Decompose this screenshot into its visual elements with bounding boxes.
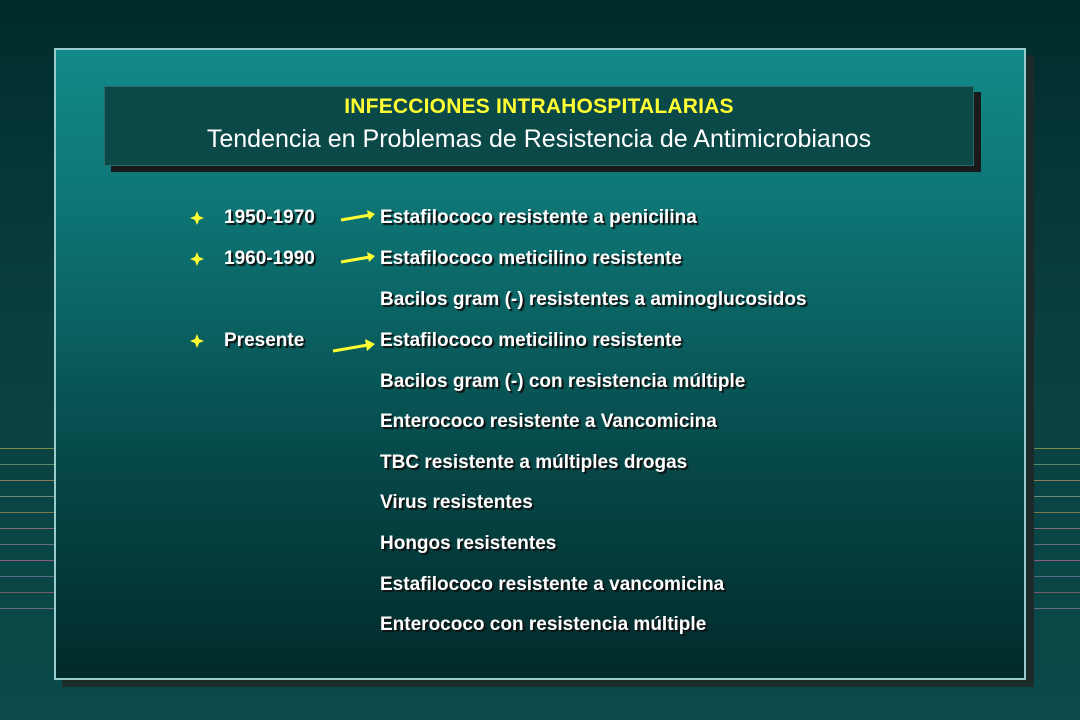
slide-title: INFECCIONES INTRAHOSPITALARIAS — [344, 95, 734, 118]
diamond-bullet-icon — [190, 252, 204, 266]
period-label: Presente — [224, 330, 305, 351]
resistance-item: Hongos resistentes — [380, 533, 557, 554]
resistance-item: Estafilococo meticilino resistente — [380, 330, 682, 351]
resistance-item: Bacilos gram (-) con resistencia múltiple — [380, 371, 746, 392]
arrow-icon — [332, 338, 376, 354]
resistance-item: Virus resistentes — [380, 492, 533, 513]
period-label: 1950-1970 — [224, 207, 315, 228]
resistance-item: Enterococo con resistencia múltiple — [380, 614, 707, 635]
arrow-icon — [340, 209, 376, 223]
diamond-bullet-icon — [190, 334, 204, 348]
resistance-item: Estafilococo resistente a vancomicina — [380, 574, 725, 595]
resistance-item: Bacilos gram (-) resistentes a aminoglucosidos — [380, 289, 807, 310]
slide-subtitle: Tendencia en Problemas de Resistencia de Antimicrobianos — [206, 125, 872, 153]
resistance-item: Estafilococo resistente a penicilina — [380, 207, 697, 228]
diamond-bullet-icon — [190, 211, 204, 225]
resistance-item: TBC resistente a múltiples drogas — [380, 452, 688, 473]
resistance-item: Estafilococo meticilino resistente — [380, 248, 682, 269]
resistance-item: Enterococo resistente a Vancomicina — [380, 411, 717, 432]
period-label: 1960-1990 — [224, 248, 315, 269]
arrow-icon — [340, 251, 376, 265]
